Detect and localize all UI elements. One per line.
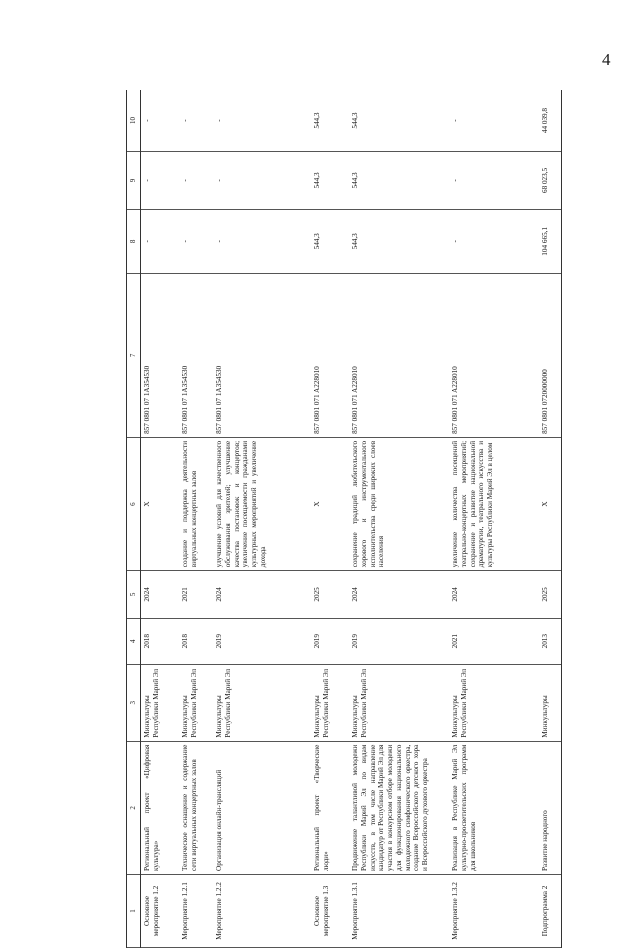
cell-name: Региональный проект «Творческие люди» [311,741,349,874]
col-header: 2 [127,741,141,874]
cell-value-10: - [179,90,213,152]
cell-kbk: 857 0801 07 1A354530 [213,273,311,437]
cell-value-9: 544,3 [311,152,349,210]
col-header: 10 [127,90,141,152]
table-row [311,90,349,948]
col-header: 5 [127,571,141,618]
col-header: 1 [127,874,141,947]
table-wrapper [126,90,628,948]
cell-name: Организация онлайн-трансляций [213,741,311,874]
cell-executor: Минкультуры Республики Марий Эл [141,664,180,741]
cell-result: увеличение количества посещений театрально-концертных мероприятий; сохранение и развитие национальной драматургии, театрального искусства и культуры Республики Марий Эл в целом [449,437,539,570]
cell-end: 2024 [213,571,311,618]
cell-value-10: - [141,90,180,152]
cell-start: 2018 [141,618,180,664]
cell-executor: Минкультуры Республики Марий Эл [311,664,349,741]
cell-executor: Минкультуры Республики Марий Эл [179,664,213,741]
cell-value-9: 68 023,5 [539,152,562,210]
cell-result: сохранение традиций любительского хорового и инструментального исполнительства среди широких слоев населения [349,437,449,570]
header-row [127,90,141,948]
cell-kbk: 857 0801 07 1A354530 [141,273,180,437]
cell-code: Мероприятие 1.3.2 [449,874,539,947]
cell-end: 2021 [179,571,213,618]
cell-result: создание и поддержка деятельности виртуальных концертных залов [179,437,213,570]
cell-value-9: - [449,152,539,210]
cell-start: 2021 [449,618,539,664]
table-row [141,90,180,948]
table-row [539,90,562,948]
cell-value-8: - [141,209,180,273]
cell-executor: Минкультуры Республики Марий Эл [213,664,311,741]
cell-value-9: 544,3 [349,152,449,210]
cell-kbk: 857 0801 0720000000 [539,273,562,437]
cell-value-9: - [179,152,213,210]
page-number: 4 [602,50,611,69]
cell-value-9: - [213,152,311,210]
program-table [126,90,562,948]
cell-value-8: 104 665,1 [539,209,562,273]
cell-name: Развитие народного [539,741,562,874]
table-row [179,90,213,948]
cell-kbk: 857 0801 07 1A354530 [179,273,213,437]
col-header: 3 [127,664,141,741]
col-header: 6 [127,437,141,570]
cell-value-8: 544,3 [349,209,449,273]
cell-end: 2024 [449,571,539,618]
cell-value-8: - [213,209,311,273]
cell-result: Х [141,437,180,570]
cell-name: Реализация в Республике Марий Эл культурно-просветительских программ для школьников [449,741,539,874]
cell-end: 2025 [311,571,349,618]
cell-result: улучшение условий для качественного обслуживания зрителей; улучшение качества постановок и концертов; увеличение посещаемости гражданами культурных мероприятий и увеличение дохода [213,437,311,570]
cell-result: Х [311,437,349,570]
cell-value-8: - [449,209,539,273]
table-row [349,90,449,948]
cell-name: Техническое оснащение и содержание сети виртуальных концертных залов [179,741,213,874]
cell-code: Мероприятие 1.3.1 [349,874,449,947]
table-row [213,90,311,948]
cell-kbk: 857 0801 071 A228010 [311,273,349,437]
col-header: 7 [127,273,141,437]
cell-value-10: 544,3 [311,90,349,152]
cell-start: 2019 [349,618,449,664]
table-row [449,90,539,948]
cell-name: Региональный проект «Цифровая культура» [141,741,180,874]
col-header: 4 [127,618,141,664]
cell-code: Мероприятие 1.2.1 [179,874,213,947]
cell-end: 2025 [539,571,562,618]
cell-value-10: 544,3 [349,90,449,152]
cell-result: Х [539,437,562,570]
col-header: 8 [127,209,141,273]
cell-value-10: - [213,90,311,152]
cell-start: 2013 [539,618,562,664]
cell-value-8: 544,3 [311,209,349,273]
cell-executor: Минкультуры [539,664,562,741]
cell-code: Мероприятие 1.2.2 [213,874,311,947]
cell-executor: Минкультуры Республики Марий Эл [449,664,539,741]
cell-end: 2024 [349,571,449,618]
cell-value-8: - [179,209,213,273]
cell-code: Подпрограмма 2 [539,874,562,947]
cell-value-10: 44 039,8 [539,90,562,152]
cell-value-9: - [141,152,180,210]
cell-name: Продвижение талантливой молодежи Республики Марий Эл по видам искусств, в том числе направление кандидатур от Республики Марий Эл для участия в конкурсном отборе молодежи для функционирования национального молодежного симфонического оркестра, создание Всероссийского детского хора и Всероссийского духового оркестра [349,741,449,874]
cell-kbk: 857 0801 071 A228010 [349,273,449,437]
col-header: 9 [127,152,141,210]
cell-start: 2018 [179,618,213,664]
cell-executor: Минкультуры Республики Марий Эл [349,664,449,741]
cell-code: Основное мероприятие 1.3 [311,874,349,947]
cell-code: Основное мероприятие 1.2 [141,874,180,947]
cell-end: 2024 [141,571,180,618]
cell-kbk: 857 0801 071 A228010 [449,273,539,437]
cell-start: 2019 [213,618,311,664]
cell-value-10: - [449,90,539,152]
cell-start: 2019 [311,618,349,664]
